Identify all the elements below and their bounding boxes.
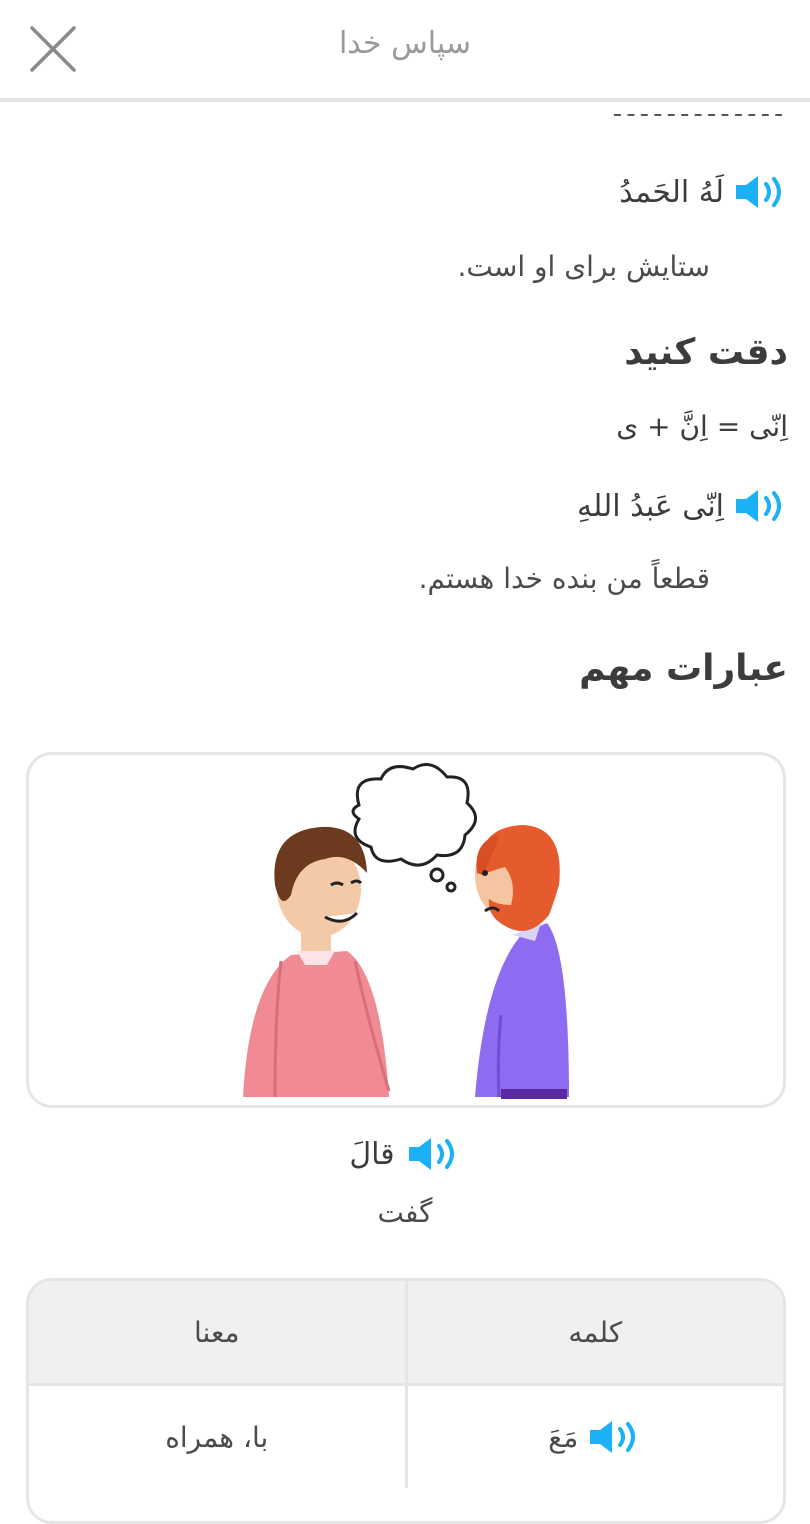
phrase-row-2 (577, 486, 788, 526)
note-heading: دقت کنید (624, 332, 788, 373)
note-formula: اِنّی = اِنَّ + ی (616, 410, 788, 443)
play-audio-button[interactable] (732, 172, 788, 212)
arabic-phrase[interactable]: لَهُ الحَمدُ (619, 174, 724, 210)
table-row (29, 1386, 783, 1488)
speaker-icon (586, 1417, 642, 1457)
left-person (243, 827, 389, 1097)
conversation-illustration (29, 755, 783, 1105)
column-header-word: کلمه (568, 1315, 623, 1349)
column-header-meaning: معنا (29, 1281, 408, 1383)
illustration-card (26, 752, 786, 1108)
speaker-icon (405, 1134, 461, 1174)
speaker-icon (732, 486, 788, 526)
illustration-word-row (0, 1134, 810, 1174)
phrase-translation: قطعاً من بنده خدا هستم. (418, 562, 710, 595)
table-word-text[interactable]: مَعَ (548, 1420, 579, 1454)
top-bar (0, 0, 810, 102)
lesson-title: سپاس خدا (338, 26, 472, 61)
clipped-text-line: ـ ـ ـ ـ ـ ـ ـ ـ ـ ـ ـ ـ ـ (614, 108, 782, 122)
table-cell-meaning: با، همراه (29, 1386, 408, 1488)
arabic-phrase[interactable]: اِنّی عَبدُ اللهِ (577, 488, 724, 524)
speaker-icon (732, 172, 788, 212)
play-audio-button[interactable] (732, 486, 788, 526)
right-person (475, 825, 569, 1099)
section-heading: عبارات مهم (579, 648, 788, 689)
phrase-row-1 (619, 172, 788, 212)
arabic-word[interactable]: قالَ (349, 1136, 395, 1172)
table-header-row (29, 1281, 783, 1386)
thought-bubble-icon (353, 765, 476, 892)
illustration-word-meaning: گفت (377, 1196, 433, 1229)
phrase-translation: ستایش برای او است. (457, 250, 710, 283)
play-audio-button[interactable] (405, 1134, 461, 1174)
play-audio-button[interactable] (586, 1417, 642, 1457)
table-cell-word (408, 1386, 784, 1488)
vocabulary-table (26, 1278, 786, 1524)
